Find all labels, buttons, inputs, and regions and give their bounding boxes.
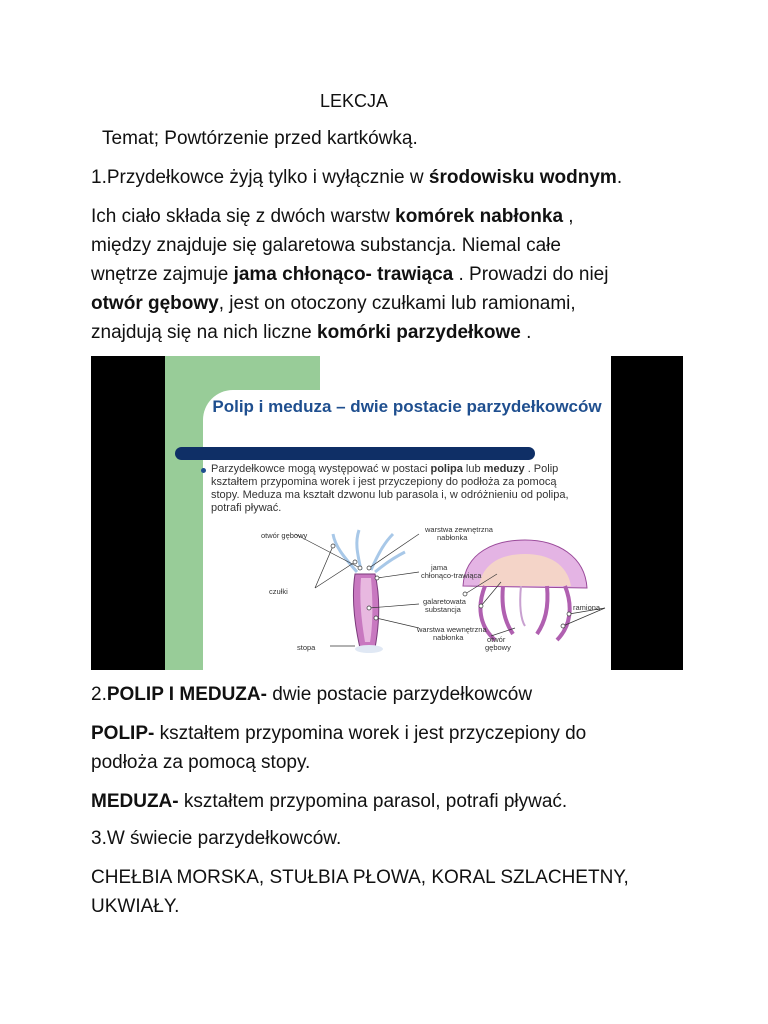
label-tentacles: czułki — [269, 587, 288, 596]
label-inner-2: nabłonka — [433, 633, 464, 642]
polip-line-1 — [91, 719, 586, 748]
section-1-suffix: . — [616, 167, 623, 188]
p2-l3c: . Prowadzi do niej — [453, 264, 609, 285]
p2-l5c: . — [520, 322, 532, 343]
polyp-illustration — [333, 530, 405, 653]
section-1-bold: środowisku wodnym — [428, 167, 617, 188]
paragraph-2-line-1 — [91, 202, 608, 231]
label-foot: stopa — [297, 643, 316, 652]
meduza-definition — [91, 787, 567, 816]
paragraph-2-line-5 — [91, 318, 608, 347]
slide-figure — [91, 356, 683, 670]
bullet-a: Parzydełkowce mogą występować w postaci — [211, 463, 431, 475]
species-line-2: UKWIAŁY. — [91, 896, 180, 917]
label-arms: ramiona — [573, 603, 601, 612]
bullet-e: . Polip kształtem przypomina worek i jest przyczepiony do podłoża za pomocą stopy. Meduza ma kształt dzwonu lub parasola i, w odróżnieniu od polipa, potrafi pływać. — [211, 463, 569, 514]
label-mouth: otwór gębowy — [261, 531, 308, 540]
section-1 — [91, 163, 622, 192]
slide — [165, 356, 611, 670]
p2-l5a: znajdują się na nich liczne — [91, 322, 318, 343]
paragraph-2-line-2: między znajduje się galaretowa substancja. Niemal całe — [91, 235, 561, 256]
p2-l4b: , jest on otoczony czułkami lub ramionami, — [218, 293, 576, 314]
label-mouth2-b: gębowy — [485, 643, 511, 652]
label-inner-1: warstwa wewnętrzna — [417, 625, 487, 634]
label-outer-1: warstwa zewnętrzna — [425, 525, 493, 534]
polip-term: POLIP- — [91, 723, 155, 744]
polip-text: kształtem przypomina worek i jest przyczepiony do — [154, 723, 587, 744]
label-gel-2: substancja — [425, 605, 461, 614]
slide-title: Polip i meduza – dwie postacie parzydełkowców — [212, 397, 602, 416]
p2-l5b: komórki parzydełkowe — [317, 322, 521, 343]
meduza-term: MEDUZA- — [91, 791, 179, 812]
p2-l1b: komórek nabłonka — [395, 206, 564, 227]
polip-line-2: podłoża za pomocą stopy. — [91, 752, 311, 773]
section-2-text: dwie postacie parzydełkowców — [266, 684, 533, 705]
meduza-text: kształtem przypomina parasol, potrafi pływać. — [178, 791, 568, 812]
p2-l1a: Ich ciało składa się z dwóch warstw — [91, 206, 396, 227]
label-cavity-2: chłonąco-trawiąca — [421, 571, 482, 580]
paragraph-2-line-4 — [91, 289, 608, 318]
lesson-title: LEKCJA — [320, 91, 389, 111]
lesson-topic: Temat; Powtórzenie przed kartkówką. — [102, 128, 418, 149]
section-2-number: 2. — [91, 684, 107, 705]
polip-definition — [91, 719, 586, 777]
polyp-medusa-diagram — [165, 356, 611, 670]
label-cavity-1: jama — [431, 563, 448, 572]
section-1-text: 1.Przydełkowce żyją tylko i wyłącznie w — [91, 167, 429, 188]
label-gel-1: galaretowata — [423, 597, 466, 606]
bullet-d: meduzy — [483, 463, 525, 475]
p2-l3b: jama chłonąco- trawiąca — [233, 264, 454, 285]
species-line-1: CHEŁBIA MORSKA, STUŁBIA PŁOWA, KORAL SZLACHETNY, — [91, 867, 629, 888]
paragraph-2 — [91, 202, 608, 347]
bullet-c: lub — [462, 463, 484, 475]
p2-l4a: otwór gębowy — [91, 293, 219, 314]
bullet-b: polipa — [430, 463, 463, 475]
section-2-bold: POLIP I MEDUZA- — [106, 684, 267, 705]
species-list — [91, 863, 629, 921]
label-mouth2-a: otwór — [487, 635, 506, 644]
section-3-title: 3.W świecie parzydełkowców. — [91, 828, 342, 849]
p2-l1c: , — [563, 206, 574, 227]
p2-l3a: wnętrze zajmuje — [91, 264, 234, 285]
paragraph-2-line-3 — [91, 260, 608, 289]
label-outer-2: nabłonka — [437, 533, 468, 542]
section-2 — [91, 680, 532, 709]
